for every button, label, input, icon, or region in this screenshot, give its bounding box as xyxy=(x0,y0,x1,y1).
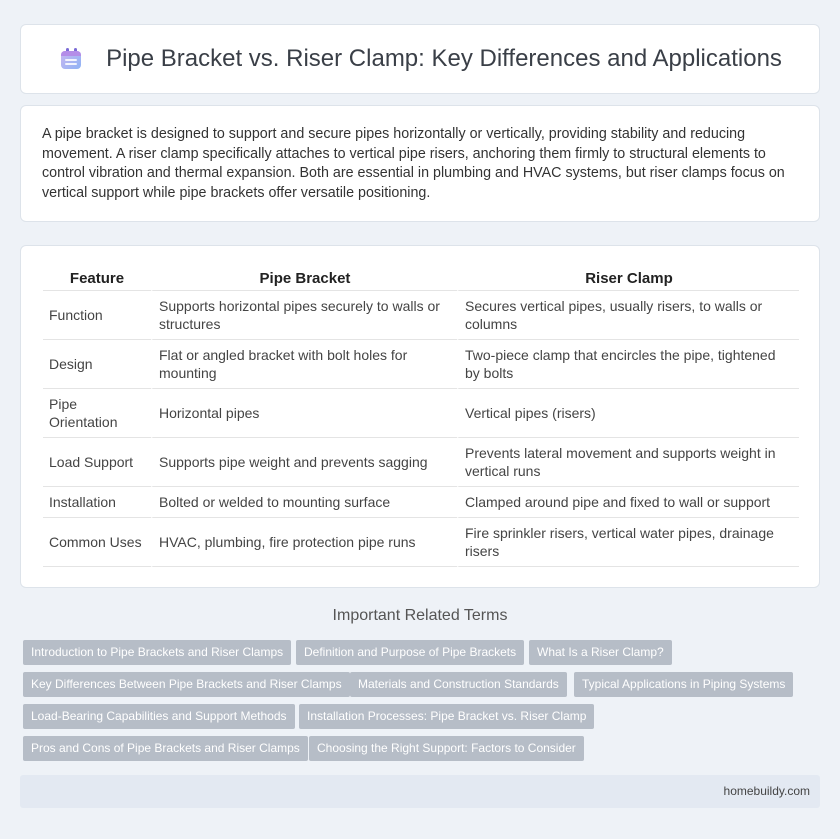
footer xyxy=(20,775,820,808)
table-row xyxy=(43,438,799,487)
table-cell-feature: Pipe Orientation xyxy=(43,389,151,438)
header-card xyxy=(20,24,820,94)
table-cell-riser-clamp: Vertical pipes (risers) xyxy=(457,389,799,438)
page-title: Pipe Bracket vs. Riser Clamp: Key Differences and Applications xyxy=(106,45,782,72)
calendar-icon xyxy=(58,46,84,72)
table-cell-pipe-bracket: Supports horizontal pipes securely to walls or structures xyxy=(151,291,457,340)
related-term-tag[interactable]: Pros and Cons of Pipe Brackets and Riser Clamps xyxy=(23,736,308,761)
table-row xyxy=(43,340,799,389)
related-term-tag[interactable]: Typical Applications in Piping Systems xyxy=(574,672,793,697)
related-term-tag[interactable]: What Is a Riser Clamp? xyxy=(529,640,672,665)
related-term-tag[interactable]: Load-Bearing Capabilities and Support Methods xyxy=(23,704,295,729)
table-cell-riser-clamp: Secures vertical pipes, usually risers, to walls or columns xyxy=(457,291,799,340)
table-cell-pipe-bracket: Flat or angled bracket with bolt holes for mounting xyxy=(151,340,457,389)
table-row xyxy=(43,291,799,340)
table-cell-feature: Installation xyxy=(43,487,151,518)
table-cell-riser-clamp: Fire sprinkler risers, vertical water pipes, drainage risers xyxy=(457,518,799,567)
table-header-row xyxy=(43,266,799,291)
intro-paragraph: A pipe bracket is designed to support and secure pipes horizontally or vertically, providing stability and reducing movement. A riser clamp specifically attaches to vertical pipe risers, anchoring them firmly to structural elements to control vibration and thermal expansion. Both are essential in plumbing and HVAC systems, but riser clamps focus on vertical support while pipe brackets offer versatile positioning. xyxy=(42,126,785,201)
header-feature: Feature xyxy=(43,266,151,291)
related-term-tag[interactable]: Introduction to Pipe Brackets and Riser Clamps xyxy=(23,640,291,665)
table-cell-feature: Load Support xyxy=(43,438,151,487)
table-cell-pipe-bracket: HVAC, plumbing, fire protection pipe runs xyxy=(151,518,457,567)
comparison-table xyxy=(43,266,799,567)
table-cell-feature: Common Uses xyxy=(43,518,151,567)
table-row xyxy=(43,518,799,567)
related-term-tag[interactable]: Definition and Purpose of Pipe Brackets xyxy=(296,640,524,665)
related-term-tag[interactable]: Materials and Construction Standards xyxy=(350,672,567,697)
header-pipe-bracket: Pipe Bracket xyxy=(151,266,457,291)
related-term-tag[interactable]: Installation Processes: Pipe Bracket vs. Riser Clamp xyxy=(299,704,594,729)
table-row xyxy=(43,487,799,518)
related-term-tag[interactable]: Key Differences Between Pipe Brackets and Riser Clamps xyxy=(23,672,350,697)
table-cell-pipe-bracket: Supports pipe weight and prevents sagging xyxy=(151,438,457,487)
intro-card xyxy=(20,105,820,222)
related-term-tag[interactable]: Choosing the Right Support: Factors to Consider xyxy=(309,736,584,761)
table-cell-pipe-bracket: Horizontal pipes xyxy=(151,389,457,438)
header-riser-clamp: Riser Clamp xyxy=(457,266,799,291)
table-cell-pipe-bracket: Bolted or welded to mounting surface xyxy=(151,487,457,518)
related-terms-heading: Important Related Terms xyxy=(332,607,508,624)
table-cell-feature: Design xyxy=(43,340,151,389)
table-cell-riser-clamp: Clamped around pipe and fixed to wall or support xyxy=(457,487,799,518)
table-row xyxy=(43,389,799,438)
comparison-table-card xyxy=(20,245,820,588)
table-cell-riser-clamp: Two-piece clamp that encircles the pipe, tightened by bolts xyxy=(457,340,799,389)
table-cell-riser-clamp: Prevents lateral movement and supports weight in vertical runs xyxy=(457,438,799,487)
footer-site-link[interactable]: homebuildy.com xyxy=(723,784,810,798)
table-cell-feature: Function xyxy=(43,291,151,340)
